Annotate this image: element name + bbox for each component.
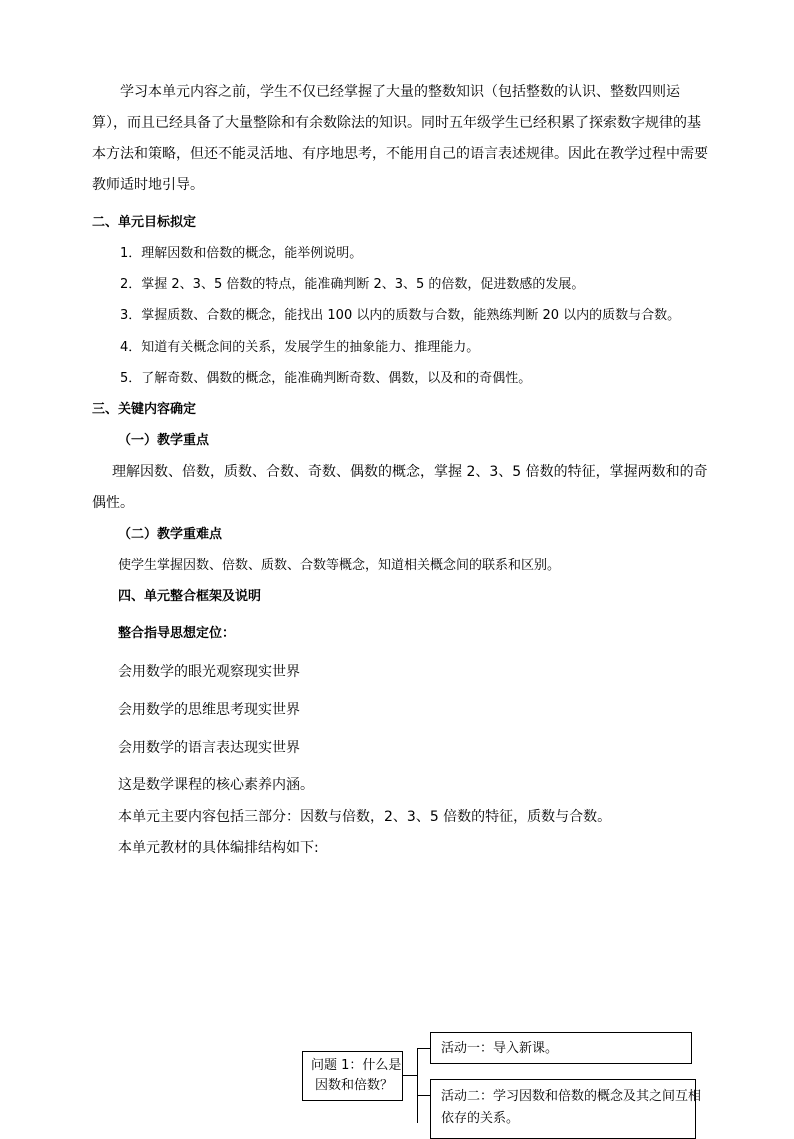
- connector-vertical: [417, 1048, 418, 1123]
- goal-item-3: 3．掌握质数、合数的概念，能找出 100 以内的质数与合数，能熟练判断 20 以内的质数与合数。: [120, 308, 681, 323]
- structure-intro-text: 本单元教材的具体编排结构如下:: [118, 840, 319, 856]
- activity-1-label: 活动一：导入新课。: [441, 1041, 559, 1056]
- goal-item-4: 4．知道有关概念间的关系，发展学生的抽象能力、推理能力。: [120, 340, 480, 355]
- intro-line-3: 本方法和策略，但还不能灵活地、有序地思考，不能用自己的语言表述规律。因此在教学过程中需要: [92, 146, 708, 162]
- difficulties-heading: （二）教学重难点: [118, 527, 223, 542]
- core-literacy-text: 这是数学课程的核心素养内涵。: [118, 777, 314, 793]
- goal-item-2: 2．掌握 2、3、5 倍数的特点，能准确判断 2、3、5 的倍数，促进数感的发展。: [120, 277, 585, 292]
- activity-1-box: [430, 1032, 692, 1064]
- activity-2-line-2: 依存的关系。: [441, 1111, 520, 1126]
- unit-content-text: 本单元主要内容包括三部分：因数与倍数，2、3、5 倍数的特征，质数与合数。: [118, 809, 612, 825]
- section-4-heading: 四、单元整合框架及说明: [118, 589, 262, 604]
- connector-to-activity-1: [417, 1048, 430, 1049]
- question-1-line-1: 问题 1：什么是: [311, 1058, 402, 1073]
- guide-line-3: 会用数学的语言表达现实世界: [118, 740, 300, 756]
- connector-horizontal: [403, 1075, 417, 1076]
- activity-2-line-1: 活动二：学习因数和倍数的概念及其之间互相: [441, 1089, 702, 1104]
- section-3-heading: 三、关键内容确定: [92, 402, 197, 417]
- goal-item-1: 1．理解因数和倍数的概念，能举例说明。: [120, 246, 363, 261]
- key-points-heading: （一）教学重点: [118, 433, 210, 448]
- key-points-line-2: 偶性。: [92, 495, 134, 511]
- intro-line-4: 教师适时地引导。: [92, 177, 204, 193]
- key-points-line-1: 理解因数、倍数，质数、合数、奇数、偶数的概念，掌握 2、3、5 倍数的特征，掌握两数和的奇: [112, 464, 708, 480]
- question-1-box: [302, 1051, 403, 1101]
- guide-line-1: 会用数学的眼光观察现实世界: [118, 664, 300, 680]
- question-1-line-2: 因数和倍数？: [315, 1078, 394, 1093]
- guide-heading: 整合指导思想定位：: [118, 626, 236, 641]
- goal-item-5: 5．了解奇数、偶数的概念，能准确判断奇数、偶数，以及和的奇偶性。: [120, 371, 532, 386]
- connector-to-activity-2: [417, 1095, 430, 1096]
- intro-line-2: 算），而且已经具备了大量整除和有余数除法的知识。同时五年级学生已经积累了探索数字规律的基: [92, 115, 701, 131]
- activity-2-box: [430, 1079, 702, 1139]
- difficulties-text: 使学生掌握因数、倍数、质数、合数等概念，知道相关概念间的联系和区别。: [118, 558, 561, 573]
- intro-line-1: 学习本单元内容之前，学生不仅已经掌握了大量的整数知识（包括整数的认识、整数四则运: [120, 84, 680, 100]
- section-2-heading: 二、单元目标拟定: [92, 215, 197, 230]
- guide-line-2: 会用数学的思维思考现实世界: [118, 702, 300, 718]
